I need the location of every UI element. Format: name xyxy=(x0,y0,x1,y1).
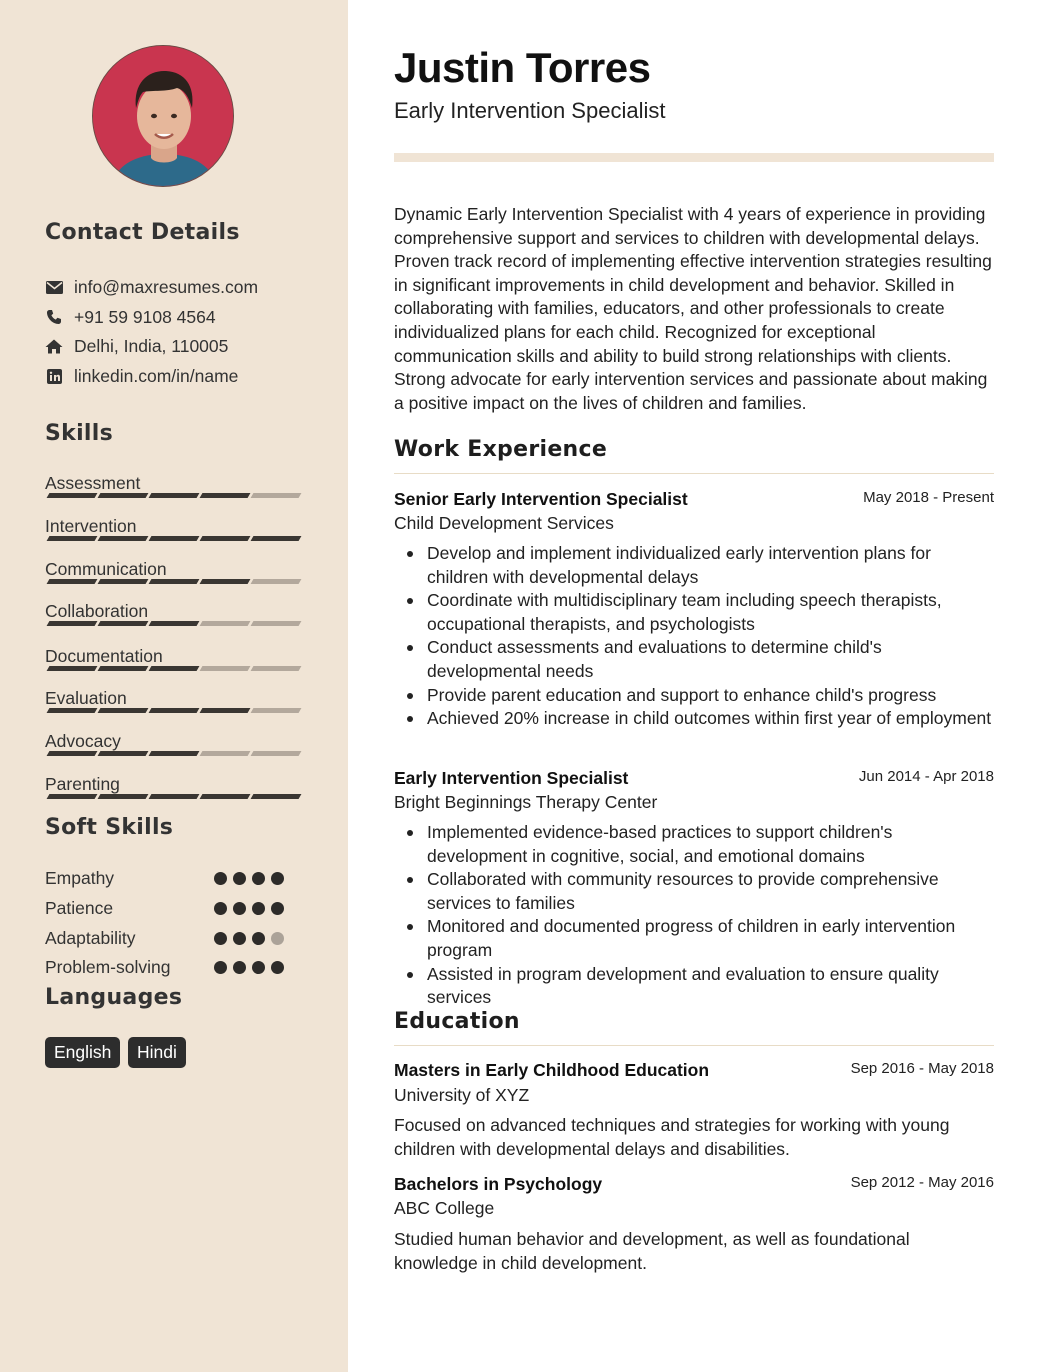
job-bullets xyxy=(394,542,994,731)
rating-dot-filled xyxy=(271,872,284,885)
skill-segment-filled xyxy=(98,666,149,671)
skill-level-bar xyxy=(45,666,303,671)
list-item: Collaborated with community resources to provide comprehensive services to families xyxy=(427,868,994,915)
contact-email-text: info@maxresumes.com xyxy=(74,276,259,297)
rating-dot-filled xyxy=(252,902,265,915)
skill-segment-filled xyxy=(47,493,98,498)
rating-dot-filled xyxy=(252,932,265,945)
sidebar xyxy=(0,0,348,1372)
skill-segment-empty xyxy=(251,493,302,498)
soft-skill-rating xyxy=(214,872,304,886)
skill-segment-filled xyxy=(98,579,149,584)
skill-name: Communication xyxy=(45,559,167,579)
skill-item xyxy=(45,516,303,536)
job-title: Early Intervention Specialist xyxy=(394,768,629,788)
degree-dates: Sep 2016 - May 2018 xyxy=(850,1060,994,1077)
linkedin-icon xyxy=(45,367,63,385)
education-heading: Education xyxy=(394,1009,520,1034)
skill-item xyxy=(45,473,303,493)
school-name: University of XYZ xyxy=(394,1085,530,1105)
contact-address xyxy=(45,335,228,357)
rating-dot-filled xyxy=(214,932,227,945)
contact-phone-text: +91 59 9108 4564 xyxy=(74,306,216,327)
skill-item xyxy=(45,646,303,666)
skill-segment-filled xyxy=(47,794,98,799)
list-item: Coordinate with multidisciplinary team including speech therapists, occupational therapists, and psychologists xyxy=(427,589,994,636)
phone-icon xyxy=(45,308,63,326)
job-org: Child Development Services xyxy=(394,513,614,533)
skill-segment-filled xyxy=(200,708,251,713)
skill-segment-filled xyxy=(47,666,98,671)
job-title: Senior Early Intervention Specialist xyxy=(394,489,688,509)
skill-item xyxy=(45,559,303,579)
skill-segment-filled xyxy=(47,536,98,541)
skill-level-bar xyxy=(45,536,303,541)
list-item: Conduct assessments and evaluations to determine child's developmental needs xyxy=(427,636,994,683)
skill-level-bar xyxy=(45,621,303,626)
soft-skill-item xyxy=(45,956,295,978)
contact-linkedin[interactable] xyxy=(45,365,238,387)
soft-skill-name: Empathy xyxy=(45,868,115,888)
skill-segment-filled xyxy=(149,794,200,799)
skill-segment-empty xyxy=(200,751,251,756)
list-item: Monitored and documented progress of children in early intervention program xyxy=(427,915,994,962)
contact-heading: Contact Details xyxy=(45,220,240,245)
skill-name: Intervention xyxy=(45,516,137,536)
rating-dot-filled xyxy=(252,961,265,974)
skill-segment-filled xyxy=(251,794,302,799)
education-divider xyxy=(394,1045,994,1046)
skill-name: Advocacy xyxy=(45,731,121,751)
skill-item xyxy=(45,688,303,708)
skill-segment-empty xyxy=(251,708,302,713)
skill-segment-filled xyxy=(200,536,251,541)
skill-segment-filled xyxy=(200,579,251,584)
soft-skill-rating xyxy=(214,961,304,975)
rating-dot-filled xyxy=(233,932,246,945)
skill-item xyxy=(45,601,303,621)
skill-item xyxy=(45,774,303,794)
soft-skills-heading: Soft Skills xyxy=(45,815,174,840)
candidate-role: Early Intervention Specialist xyxy=(394,98,666,123)
skill-segment-empty xyxy=(251,751,302,756)
skill-name: Collaboration xyxy=(45,601,149,621)
skill-segment-filled xyxy=(149,621,200,626)
skill-name: Documentation xyxy=(45,646,163,666)
skill-segment-filled xyxy=(251,536,302,541)
contact-phone[interactable] xyxy=(45,306,216,328)
rating-dot-filled xyxy=(271,902,284,915)
degree-description: Focused on advanced techniques and strategies for working with young children with developmental delays and disabilities. xyxy=(394,1115,950,1159)
skill-segment-empty xyxy=(251,666,302,671)
contact-address-text: Delhi, India, 110005 xyxy=(74,335,229,356)
degree-description: Studied human behavior and development, as well as foundational knowledge in child development. xyxy=(394,1229,910,1273)
rating-dot-filled xyxy=(214,961,227,974)
list-item: Assisted in program development and evaluation to ensure quality services xyxy=(427,963,994,1010)
soft-skill-item xyxy=(45,927,295,949)
skill-item xyxy=(45,731,303,751)
skill-segment-empty xyxy=(251,579,302,584)
skill-segment-filled xyxy=(98,708,149,713)
profile-summary: Dynamic Early Intervention Specialist with 4 years of experience in providing comprehensive support and services to children with developmental delays. Proven track record of implementing effective intervention strategies resulting in significant improvements in child development and behavior. Skilled in collaborating with families, educators, and other professionals to create individualized plans for each child. Recognized for exceptional communication skills and ability to build strong relationships with clients. Strong advocate for early intervention services and passionate about making a positive impact on the lives of children and families. xyxy=(394,204,992,413)
soft-skill-name: Patience xyxy=(45,898,114,918)
rating-dot-filled xyxy=(214,872,227,885)
skill-level-bar xyxy=(45,794,303,799)
skill-segment-filled xyxy=(149,493,200,498)
job-bullets xyxy=(394,821,994,1010)
skill-segment-filled xyxy=(149,708,200,713)
skill-segment-empty xyxy=(251,621,302,626)
skill-segment-filled xyxy=(200,794,251,799)
skill-segment-filled xyxy=(47,579,98,584)
rating-dot-filled xyxy=(233,902,246,915)
skill-segment-filled xyxy=(47,751,98,756)
skill-segment-filled xyxy=(47,621,98,626)
languages-heading: Languages xyxy=(45,985,183,1010)
degree-dates: Sep 2012 - May 2016 xyxy=(850,1174,994,1191)
skill-segment-empty xyxy=(200,621,251,626)
skill-segment-filled xyxy=(149,751,200,756)
rating-dot-filled xyxy=(214,902,227,915)
language-badge-hindi: Hindi xyxy=(128,1037,186,1068)
skill-segment-filled xyxy=(149,579,200,584)
envelope-icon xyxy=(45,278,63,296)
skill-segment-filled xyxy=(98,493,149,498)
skill-level-bar xyxy=(45,751,303,756)
header-divider xyxy=(394,153,994,162)
work-experience-heading: Work Experience xyxy=(394,437,608,462)
contact-email[interactable] xyxy=(45,276,258,298)
list-item: Implemented evidence-based practices to support children's development in cognitive, social, and emotional domains xyxy=(427,821,994,868)
degree-title: Masters in Early Childhood Education xyxy=(394,1060,710,1080)
work-experience-divider xyxy=(394,473,994,474)
rating-dot-filled xyxy=(271,961,284,974)
job-org: Bright Beginnings Therapy Center xyxy=(394,792,658,812)
soft-skill-rating xyxy=(214,902,304,916)
rating-dot-filled xyxy=(233,872,246,885)
skill-segment-filled xyxy=(98,621,149,626)
skill-segment-filled xyxy=(98,794,149,799)
skill-level-bar xyxy=(45,493,303,498)
soft-skill-name: Adaptability xyxy=(45,928,136,948)
skill-level-bar xyxy=(45,579,303,584)
rating-dot-empty xyxy=(271,932,284,945)
avatar xyxy=(92,45,234,187)
skill-segment-empty xyxy=(200,666,251,671)
skill-segment-filled xyxy=(200,493,251,498)
skill-segment-filled xyxy=(149,666,200,671)
list-item: Provide parent education and support to enhance child's progress xyxy=(427,684,994,708)
skill-name: Evaluation xyxy=(45,688,127,708)
soft-skill-item xyxy=(45,897,295,919)
contact-linkedin-text: linkedin.com/in/name xyxy=(74,365,239,386)
skills-heading: Skills xyxy=(45,421,113,446)
skill-name: Parenting xyxy=(45,774,120,794)
school-name: ABC College xyxy=(394,1198,495,1218)
soft-skill-name: Problem-solving xyxy=(45,957,171,977)
language-badge-english: English xyxy=(45,1037,120,1068)
skill-segment-filled xyxy=(47,708,98,713)
soft-skill-item xyxy=(45,867,295,889)
candidate-name: Justin Torres xyxy=(394,44,651,91)
skill-segment-filled xyxy=(98,751,149,756)
list-item: Develop and implement individualized early intervention plans for children with developmental delays xyxy=(427,542,994,589)
skill-segment-filled xyxy=(149,536,200,541)
degree-title: Bachelors in Psychology xyxy=(394,1174,603,1194)
job-dates: May 2018 - Present xyxy=(863,489,994,506)
home-icon xyxy=(45,337,63,355)
skill-segment-filled xyxy=(98,536,149,541)
rating-dot-filled xyxy=(233,961,246,974)
list-item: Achieved 20% increase in child outcomes within first year of employment xyxy=(427,707,994,731)
rating-dot-filled xyxy=(252,872,265,885)
skill-level-bar xyxy=(45,708,303,713)
skill-name: Assessment xyxy=(45,473,141,493)
job-dates: Jun 2014 - Apr 2018 xyxy=(858,768,994,785)
soft-skill-rating xyxy=(214,932,304,946)
